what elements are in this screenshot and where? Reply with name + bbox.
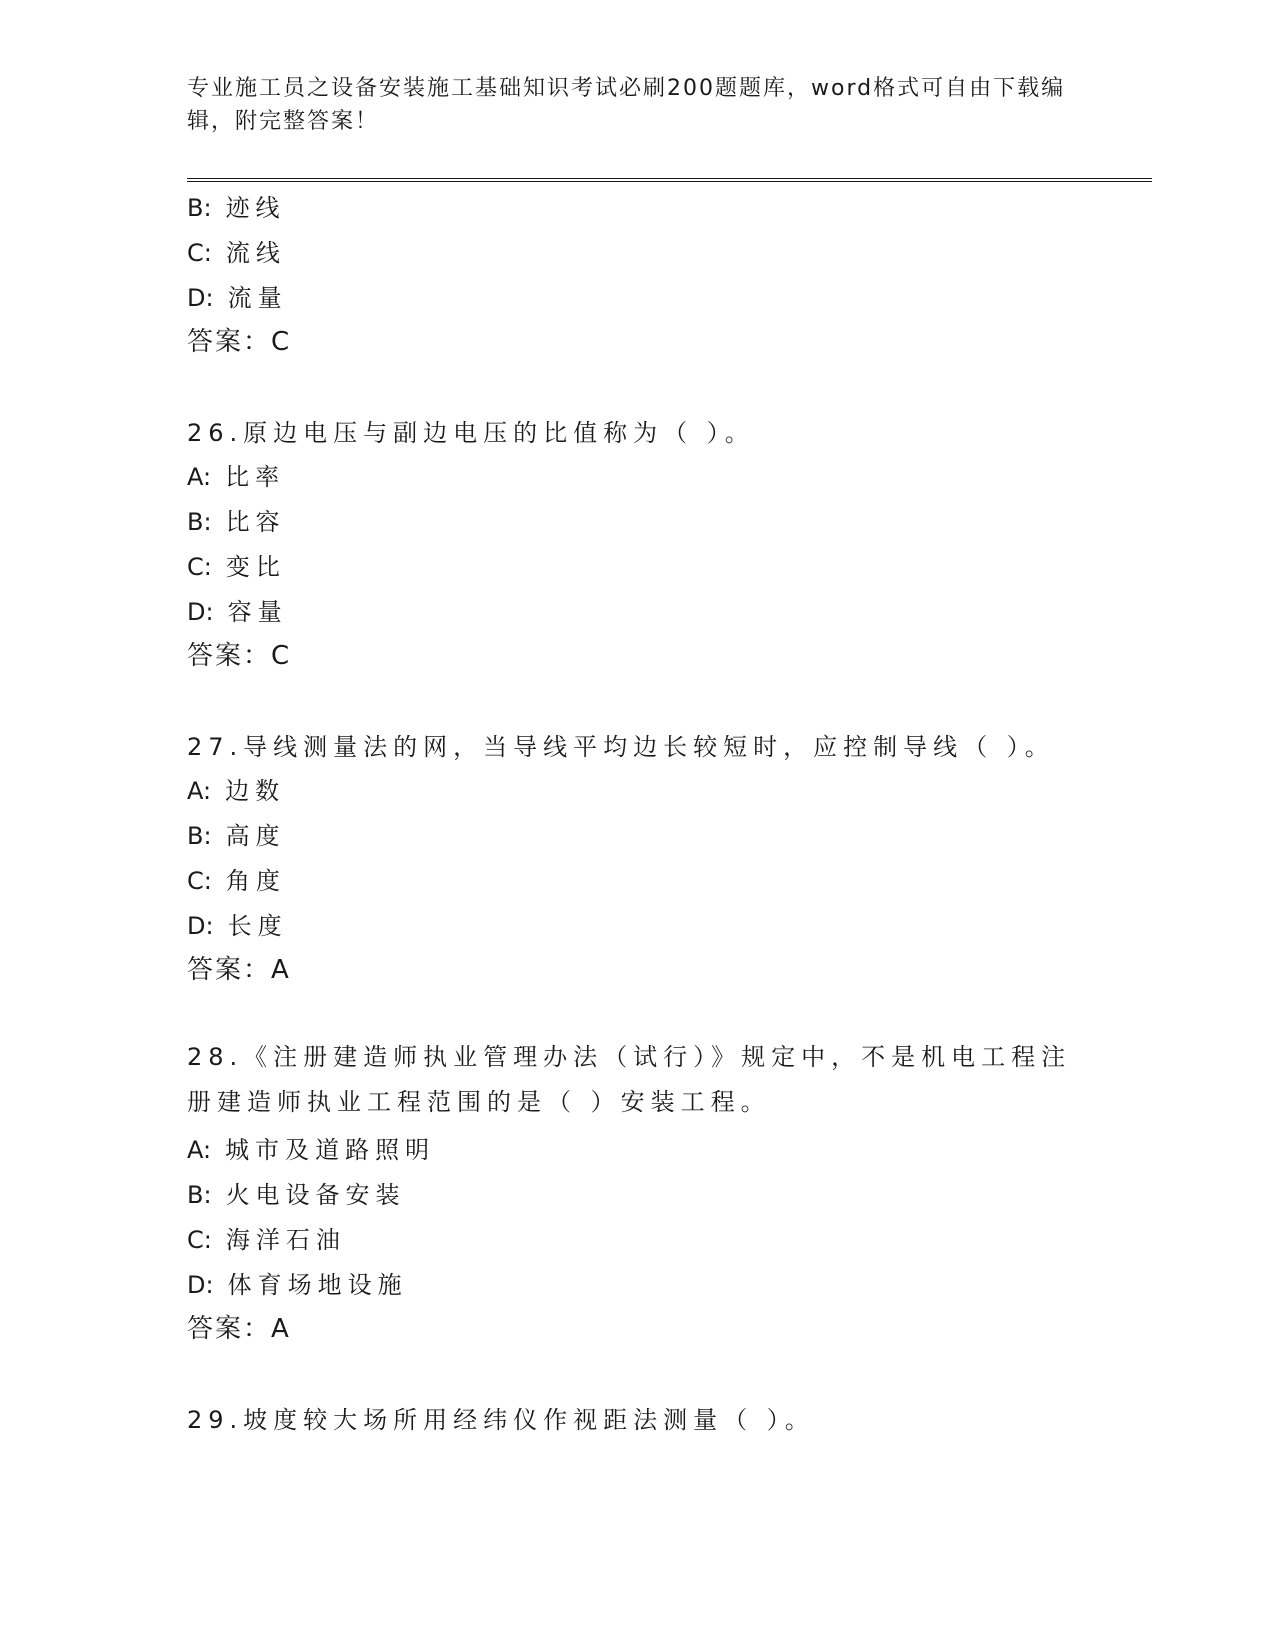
question-27: 27.导线测量法的网，当导线平均边长较短时，应控制导线（ ）。 (187, 733, 1055, 761)
option-b: B: 迹线 (187, 194, 286, 222)
answer: 答案：A (187, 1314, 291, 1344)
option-b: B: 比容 (187, 508, 286, 536)
option-d: D: 体育场地设施 (187, 1271, 408, 1299)
option-b: B: 火电设备安装 (187, 1181, 406, 1209)
answer: 答案：C (187, 327, 292, 357)
question-26: 26.原边电压与副边电压的比值称为（ ）。 (187, 419, 755, 447)
answer: 答案：C (187, 641, 292, 671)
option-d: D: 容量 (187, 598, 288, 626)
header-rule-top (187, 178, 1152, 179)
option-a: A: 比率 (187, 463, 286, 491)
option-c: C: 变比 (187, 553, 286, 581)
question-29: 29.坡度较大场所用经纬仪作视距法测量（ ）。 (187, 1406, 815, 1434)
option-c: C: 海洋石油 (187, 1226, 346, 1254)
option-c: C: 流线 (187, 239, 286, 267)
option-c: C: 角度 (187, 867, 286, 895)
option-a: A: 边数 (187, 777, 286, 805)
header-rule-bottom (187, 181, 1152, 182)
option-d: D: 长度 (187, 912, 288, 940)
question-28: 28.《注册建造师执业管理办法（试行）》规定中，不是机电工程注册建造师执业工程范围的是（ ）安装工程。 (187, 1043, 1072, 1116)
option-d: D: 流量 (187, 284, 288, 312)
option-a: A: 城市及道路照明 (187, 1136, 436, 1164)
option-b: B: 高度 (187, 822, 286, 850)
answer: 答案：A (187, 955, 291, 985)
document-header: 专业施工员之设备安装施工基础知识考试必刷200题题库，word格式可自由下载编辑，附完整答案！ (187, 76, 1066, 134)
